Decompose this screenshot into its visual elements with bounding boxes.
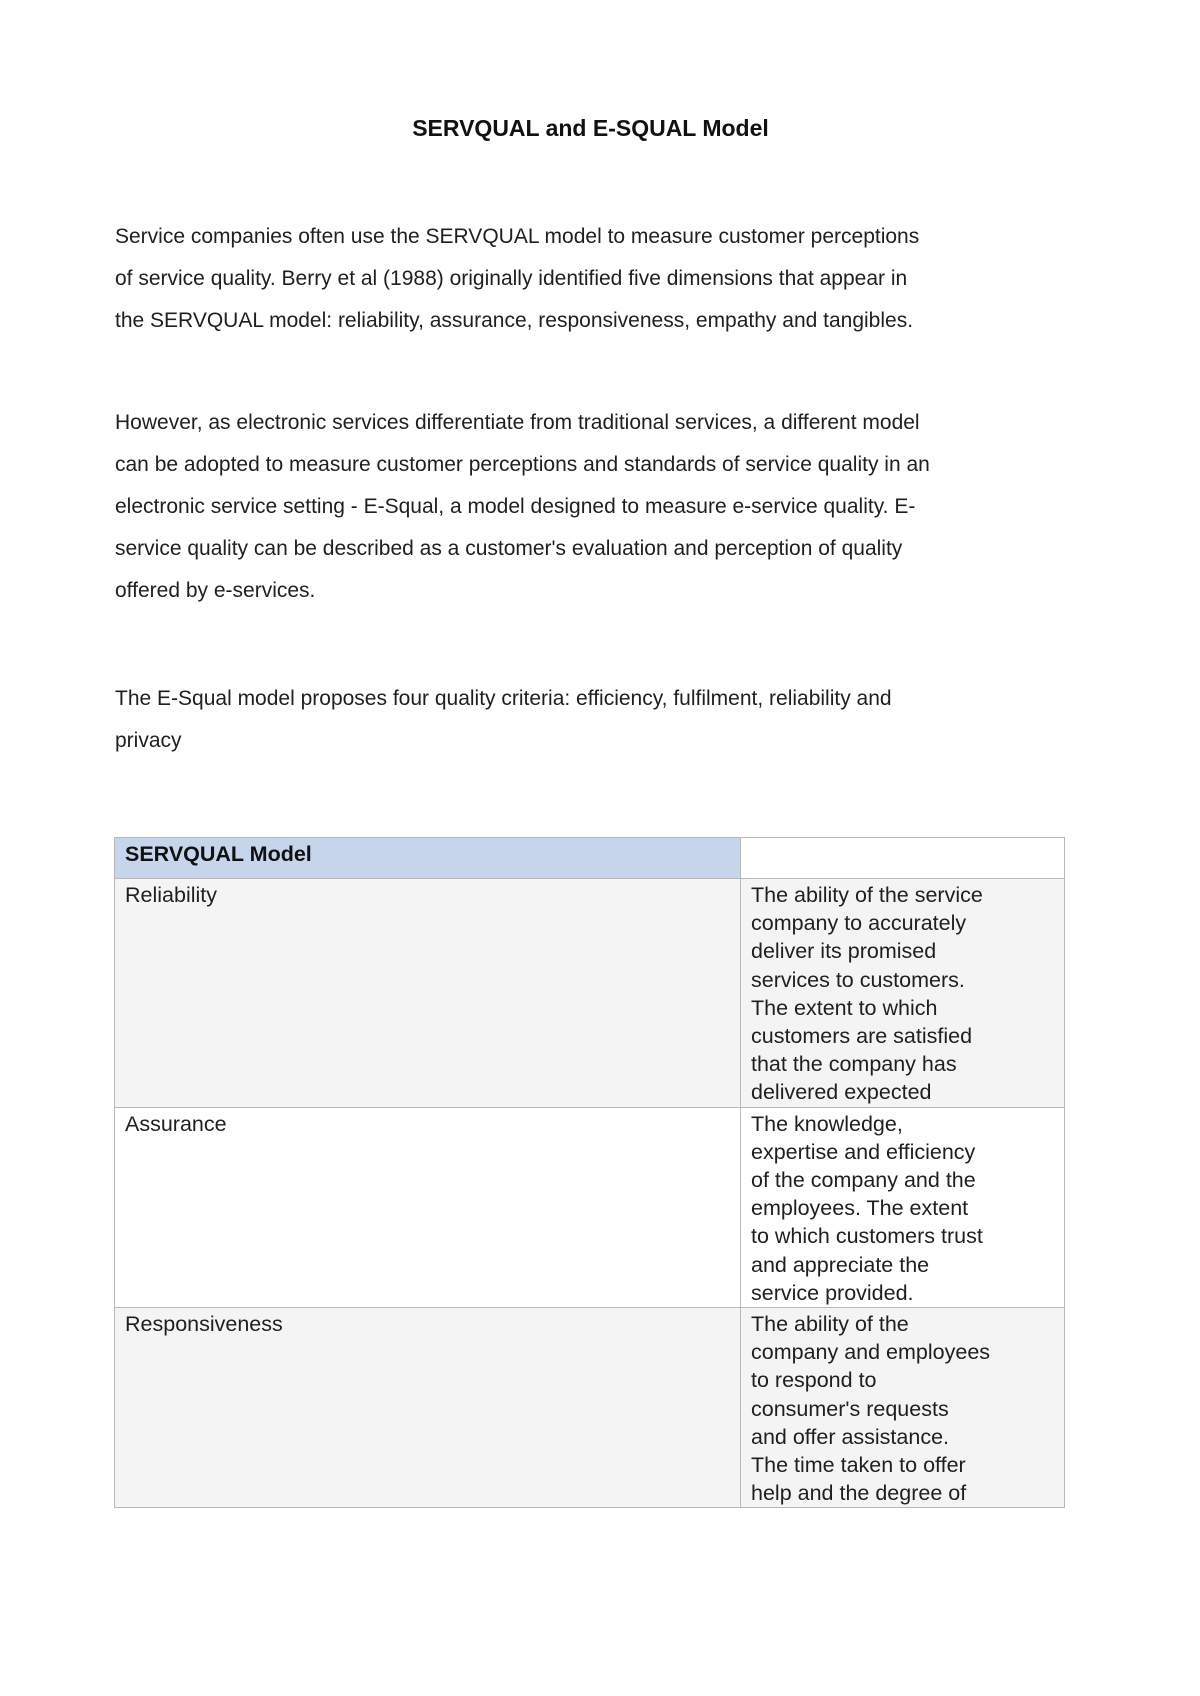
table-row-responsiveness: [115, 1308, 1065, 1508]
servqual-table: [114, 837, 1065, 1508]
description-line: deliver its promised: [751, 939, 937, 964]
description-line: to respond to: [751, 1368, 877, 1393]
description-line: consumer's requests: [751, 1396, 949, 1421]
description-line: that the company has: [751, 1052, 957, 1077]
description-line: customers are satisfied: [751, 1024, 973, 1049]
dimension-cell: Responsiveness: [115, 1308, 741, 1508]
table-header-empty-cell: [741, 838, 1065, 879]
paragraph-line: Service companies often use the SERVQUAL model to measure customer perceptions: [115, 225, 920, 248]
paragraph-line: service quality can be described as a customer's evaluation and perception of quality: [115, 537, 903, 560]
table-row-reliability: [115, 879, 1065, 1108]
description-line: company to accurately: [751, 911, 967, 936]
table-header-cell: SERVQUAL Model: [115, 838, 741, 879]
document-title: SERVQUAL and E-SQUAL Model: [412, 115, 769, 141]
description-cell: [741, 1107, 1065, 1307]
paragraph-line: privacy: [115, 729, 182, 752]
paragraph-servqual-intro: [115, 216, 1065, 342]
dimension-cell: Reliability: [115, 879, 741, 1108]
description-line: expertise and efficiency: [751, 1139, 976, 1164]
description-line: help and the degree of: [751, 1481, 967, 1506]
description-line: and appreciate the: [751, 1252, 930, 1277]
description-cell: [741, 1308, 1065, 1508]
description-line: to which customers trust: [751, 1224, 983, 1249]
table-row-assurance: [115, 1107, 1065, 1307]
table-header-row: [115, 838, 1065, 879]
paragraph-line: electronic service setting - E-Squal, a model designed to measure e-service quality. E-: [115, 495, 916, 518]
description-line: The time taken to offer: [751, 1453, 966, 1478]
description-line: The knowledge,: [751, 1111, 903, 1136]
paragraph-line: can be adopted to measure customer perceptions and standards of service quality in an: [115, 453, 930, 476]
description-line: services to customers.: [751, 967, 965, 992]
description-line: The ability of the service: [751, 883, 983, 907]
paragraph-line: offered by e-services.: [115, 579, 316, 602]
description-line: The extent to which: [751, 995, 938, 1020]
description-line: The ability of the: [751, 1312, 909, 1337]
paragraph-esqual-intro: [115, 402, 1065, 612]
description-cell: [741, 879, 1065, 1108]
description-line: company and employees: [751, 1340, 991, 1365]
description-line: and offer assistance.: [751, 1424, 950, 1449]
paragraph-line: the SERVQUAL model: reliability, assurance, responsiveness, empathy and tangibles.: [115, 309, 914, 332]
paragraph-esqual-criteria: [115, 678, 1065, 762]
paragraph-line: of service quality. Berry et al (1988) originally identified five dimensions that appear in: [115, 267, 908, 290]
description-line: service provided.: [751, 1280, 914, 1305]
dimension-cell: Assurance: [115, 1107, 741, 1307]
description-line: delivered expected: [751, 1080, 932, 1105]
paragraph-line: The E-Squal model proposes four quality criteria: efficiency, fulfilment, reliability and: [115, 687, 892, 710]
description-line: employees. The extent: [751, 1196, 969, 1221]
paragraph-line: However, as electronic services differentiate from traditional services, a different model: [115, 411, 920, 434]
description-line: of the company and the: [751, 1168, 976, 1193]
